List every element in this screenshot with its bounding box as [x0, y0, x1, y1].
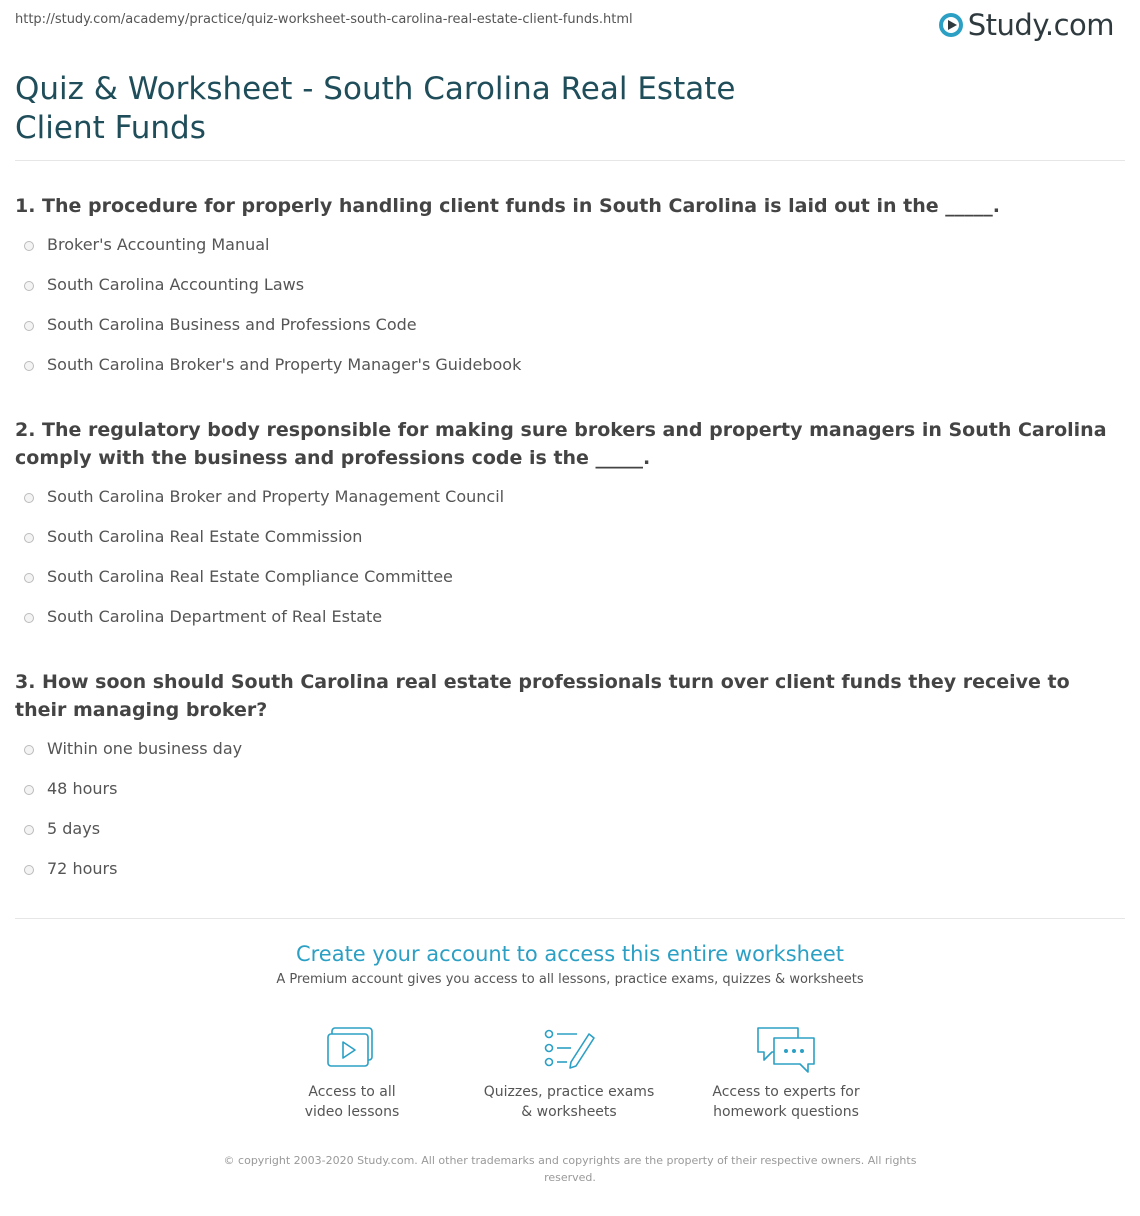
answer-label: Broker's Accounting Manual — [47, 235, 270, 254]
answer-label: South Carolina Real Estate Compliance Committee — [47, 567, 453, 586]
feature-quizzes — [469, 1024, 669, 1122]
chat-bubbles-icon — [754, 1024, 818, 1074]
answer-option[interactable] — [0, 347, 1140, 387]
radio-button[interactable] — [24, 613, 34, 623]
premium-description: A Premium account gives you access to all lessons, practice exams, quizzes & worksheets — [276, 972, 864, 987]
divider — [15, 160, 1125, 161]
logo-text: Study.com — [967, 8, 1114, 42]
answer-label: South Carolina Broker and Property Management Council — [47, 487, 505, 506]
radio-button[interactable] — [24, 321, 34, 331]
feature-experts — [686, 1024, 886, 1122]
play-logo-icon — [938, 12, 964, 38]
feature-video-lessons — [252, 1024, 452, 1122]
feature-label-line1: Quizzes, practice exams — [483, 1084, 655, 1100]
answer-option[interactable] — [0, 479, 1140, 519]
answer-option[interactable] — [0, 227, 1140, 267]
radio-button[interactable] — [24, 533, 34, 543]
radio-button[interactable] — [24, 241, 34, 251]
answer-option[interactable] — [0, 771, 1140, 811]
page-url: http://study.com/academy/practice/quiz-worksheet-south-carolina-real-estate-client-funds.html — [15, 12, 633, 27]
feature-label-line1: Access to all — [308, 1084, 396, 1100]
feature-label-line1: Access to experts for — [712, 1084, 860, 1100]
answer-option[interactable] — [0, 267, 1140, 307]
copyright-footer: © copyright 2003-2020 Study.com. All other trademarks and copyrights are the property of their respective owners. All rights reserved. — [223, 1154, 917, 1184]
study-logo[interactable] — [938, 6, 1114, 44]
video-lesson-icon — [324, 1024, 380, 1074]
answer-option[interactable] — [0, 307, 1140, 347]
answer-label: South Carolina Broker's and Property Manager's Guidebook — [47, 355, 522, 374]
question-3-text: 3. How soon should South Carolina real estate professionals turn over client funds they receive to their managing broker? — [15, 671, 1070, 721]
radio-button[interactable] — [24, 785, 34, 795]
checklist-pencil-icon — [541, 1024, 597, 1074]
answer-option[interactable] — [0, 851, 1140, 891]
answer-label: 48 hours — [47, 779, 118, 798]
radio-button[interactable] — [24, 361, 34, 371]
answer-label: 5 days — [47, 819, 101, 838]
answer-label: 72 hours — [47, 859, 118, 878]
radio-button[interactable] — [24, 573, 34, 583]
radio-button[interactable] — [24, 745, 34, 755]
question-1-options — [0, 227, 1140, 387]
radio-button[interactable] — [24, 825, 34, 835]
answer-label: South Carolina Accounting Laws — [47, 275, 305, 294]
answer-option[interactable] — [0, 519, 1140, 559]
answer-label: Within one business day — [47, 739, 243, 758]
answer-label: South Carolina Real Estate Commission — [47, 527, 363, 546]
answer-option[interactable] — [0, 599, 1140, 639]
radio-button[interactable] — [24, 281, 34, 291]
feature-label-line2: video lessons — [304, 1104, 400, 1120]
feature-label-line2: homework questions — [713, 1104, 859, 1120]
radio-button[interactable] — [24, 865, 34, 875]
question-1-text: 1. The procedure for properly handling client funds in South Carolina is laid out in the _____. — [15, 195, 1000, 217]
radio-button[interactable] — [24, 493, 34, 503]
feature-label-line2: & worksheets — [521, 1104, 617, 1120]
answer-option[interactable] — [0, 559, 1140, 599]
create-account-link[interactable]: Create your account to access this entire worksheet — [295, 942, 845, 966]
answer-option[interactable] — [0, 731, 1140, 771]
question-2-options — [0, 479, 1140, 639]
divider — [15, 918, 1125, 919]
question-3-options — [0, 731, 1140, 891]
page-title: Quiz & Worksheet - South Carolina Real Estate Client Funds — [15, 71, 736, 146]
answer-option[interactable] — [0, 811, 1140, 851]
answer-label: South Carolina Department of Real Estate — [47, 607, 383, 626]
question-2-text: 2. The regulatory body responsible for making sure brokers and property managers in South Carolina comply with the business and professions code is the _____. — [15, 419, 1107, 469]
answer-label: South Carolina Business and Professions Code — [47, 315, 417, 334]
